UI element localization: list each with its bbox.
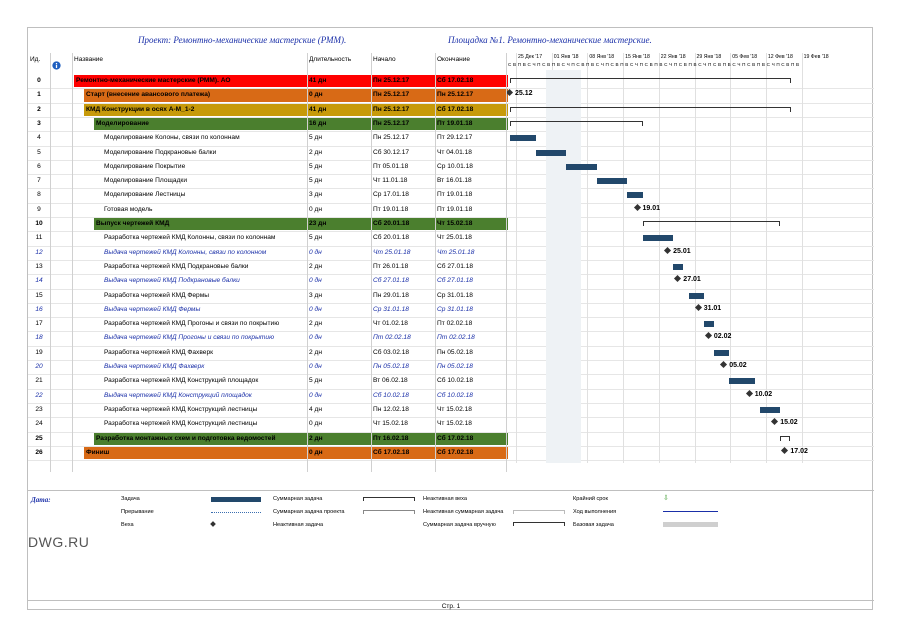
task-id-cell: 10 (35, 220, 43, 227)
task-duration-cell: 2 дн (309, 348, 322, 356)
milestone[interactable] (772, 419, 798, 426)
task-id-cell: 24 (35, 420, 43, 428)
task-bar[interactable] (536, 150, 567, 156)
task-name-cell: Выдача чертежей КМД Прогоны и связи по покрытию (104, 334, 275, 342)
column-separator (371, 53, 372, 472)
task-start-cell: Пн 05.02.18 (373, 363, 409, 370)
milestone[interactable] (782, 448, 808, 455)
task-bar[interactable] (510, 135, 536, 141)
task-id-cell: 4 (37, 134, 41, 142)
task-name-cell: Разработка чертежей КМД Прогоны и связи по покрытию (104, 320, 280, 328)
legend-task-label: Задача (121, 496, 140, 502)
task-end-cell: Сб 17.02.18 (437, 77, 474, 84)
task-name-cell: Моделирование (96, 119, 149, 127)
column-separator (506, 53, 507, 472)
task-row[interactable] (28, 174, 508, 188)
milestone-label: 19.01 (642, 204, 661, 212)
task-end-cell: Сб 10.02.18 (437, 377, 474, 385)
task-duration-cell: 16 дн (309, 119, 327, 127)
week-header: 08 Янв '18 (589, 54, 615, 60)
task-start-cell: Пт 02.02.18 (373, 334, 411, 342)
week-gridline (659, 53, 660, 463)
task-id-cell: 25 (35, 434, 43, 442)
task-start-cell: Сб 20.01.18 (373, 234, 410, 242)
task-duration-cell: 3 дн (309, 191, 322, 199)
milestone-diamond-icon (664, 247, 671, 254)
task-start-cell: Пн 25.12.17 (373, 134, 409, 142)
task-end-cell: Пн 05.02.18 (437, 348, 473, 356)
legend-baseline-swatch (663, 522, 718, 527)
milestone[interactable] (665, 248, 691, 255)
task-id-cell: 22 (35, 391, 43, 399)
milestone-diamond-icon (720, 361, 727, 368)
week-header: 01 Янв '18 (553, 54, 579, 60)
task-row[interactable] (28, 331, 508, 345)
milestone-diamond-icon (633, 204, 640, 211)
task-row[interactable] (28, 74, 508, 88)
task-duration-cell: 0 дн (309, 448, 323, 456)
task-end-cell: Чт 04.01.18 (437, 148, 472, 156)
legend-manual-summary-label: Суммарная задача вручную (423, 522, 496, 528)
legend-inactive-task-label: Неактивная задача (273, 522, 324, 528)
summary-bar[interactable] (510, 107, 791, 108)
task-bar[interactable] (704, 321, 714, 327)
task-end-cell: Сб 10.02.18 (437, 391, 473, 399)
task-duration-cell: 0 дн (309, 391, 322, 399)
task-duration-cell: 2 дн (309, 262, 322, 270)
task-id-cell: 1 (37, 91, 41, 99)
legend-split-label: Прерывание (121, 509, 154, 515)
task-id-cell: 23 (35, 405, 43, 413)
task-end-cell: Пт 02.02.18 (437, 334, 475, 342)
task-name-cell: Готовая модель (104, 205, 153, 213)
task-row[interactable] (28, 246, 508, 260)
week-header: 22 Янв '18 (660, 54, 686, 60)
task-name-cell: Разработка чертежей КМД Фермы (104, 291, 209, 299)
task-end-cell: Пт 19.01.18 (437, 119, 473, 127)
task-id-cell: 11 (35, 234, 43, 242)
task-name-cell: Выдача чертежей КМД Фахверк (104, 363, 205, 370)
task-id-cell: 8 (37, 191, 41, 199)
task-bar[interactable] (597, 178, 628, 184)
task-row[interactable] (28, 317, 508, 331)
milestone-label: 02.02 (713, 333, 732, 341)
milestone-diamond-icon (781, 447, 788, 454)
task-end-cell: Чт 15.02.18 (437, 405, 472, 413)
gantt-sheet (27, 27, 873, 610)
milestone-label: 25.12 (515, 90, 533, 98)
gantt-chart (506, 53, 874, 463)
task-duration-cell: 3 дн (309, 291, 322, 299)
task-duration-cell: 2 дн (309, 434, 323, 442)
task-name-cell: Моделирование Покрытие (104, 162, 186, 170)
milestone-label: 17.02 (790, 447, 808, 455)
task-start-cell: Пт 05.01.18 (373, 162, 409, 170)
legend-inactive-milestone-label: Неактивная веха (423, 496, 467, 502)
task-duration-cell: 2 дн (309, 320, 322, 328)
deadline-arrow-icon: ⇩ (663, 495, 669, 502)
task-start-cell: Пн 29.01.18 (373, 291, 409, 299)
legend (28, 490, 874, 611)
task-id-cell: 20 (35, 363, 43, 370)
milestone[interactable] (635, 205, 661, 212)
task-row[interactable] (28, 303, 508, 317)
summary-bar[interactable] (643, 221, 781, 222)
task-row[interactable] (28, 432, 508, 446)
task-end-cell: Сб 27.01.18 (437, 277, 473, 285)
milestone-label: 10.02 (754, 390, 773, 398)
week-header: 12 Фев '18 (767, 54, 793, 60)
task-duration-cell: 23 дн (309, 220, 327, 227)
legend-manual-summary-swatch (513, 522, 565, 526)
milestone-diamond-icon (746, 390, 753, 397)
task-start-cell: Пт 26.01.18 (373, 262, 409, 270)
task-id-cell: 13 (35, 262, 43, 270)
task-row[interactable] (28, 360, 508, 374)
task-bar[interactable] (673, 264, 683, 270)
task-duration-cell: 5 дн (309, 377, 322, 385)
task-row[interactable] (28, 103, 508, 117)
task-id-cell: 7 (37, 177, 41, 185)
legend-deadline-label: Крайний срок (573, 496, 608, 502)
milestone[interactable] (696, 305, 722, 312)
col-header-start[interactable]: Начало (373, 56, 396, 63)
task-bar[interactable] (566, 164, 597, 170)
task-duration-cell: 0 дн (309, 420, 322, 428)
holiday-shade (546, 70, 582, 463)
task-start-cell: Сб 03.02.18 (373, 348, 410, 356)
task-row[interactable] (28, 389, 508, 403)
task-name-cell: Финиш (86, 448, 110, 456)
task-duration-cell: 4 дн (309, 405, 322, 413)
task-row[interactable] (28, 231, 508, 245)
task-end-cell: Ср 31.01.18 (437, 305, 473, 313)
milestone-diamond-icon (695, 304, 702, 311)
task-id-cell: 17 (35, 320, 43, 328)
week-header: 29 Янв '18 (696, 54, 722, 60)
task-start-cell: Чт 25.01.18 (373, 248, 411, 256)
milestone-diamond-icon (506, 89, 513, 96)
task-start-cell: Чт 11.01.18 (373, 177, 408, 185)
task-id-cell: 5 (37, 148, 41, 156)
task-duration-cell: 41 дн (309, 105, 327, 113)
task-id-cell: 6 (37, 162, 41, 170)
task-id-cell: 2 (37, 105, 41, 113)
column-separator (435, 53, 436, 472)
task-name-cell: Моделирование Подкрановые балки (104, 148, 217, 156)
task-id-cell: 0 (37, 77, 41, 84)
task-id-cell: 15 (35, 291, 43, 299)
task-end-cell: Пн 05.02.18 (437, 363, 473, 370)
task-duration-cell: 5 дн (309, 234, 322, 242)
task-bar[interactable] (643, 235, 674, 241)
summary-bar[interactable] (780, 436, 790, 437)
task-id-cell: 12 (35, 248, 43, 256)
task-duration-cell: 0 дн (309, 248, 322, 256)
task-row[interactable] (28, 289, 508, 303)
task-start-cell: Сб 17.02.18 (373, 448, 410, 456)
task-id-cell: 18 (35, 334, 43, 342)
task-end-cell: Чт 25.01.18 (437, 248, 475, 256)
legend-inactive-summary-label: Неактивная суммарная задача (423, 509, 504, 515)
task-row[interactable] (28, 131, 508, 145)
task-name-cell: Разработка чертежей КМД Конструкций площадок (104, 377, 259, 385)
task-name-cell: Выдача чертежей КМД Подкрановые балки (104, 277, 240, 285)
task-name-cell: Выдача чертежей КМД Фермы (104, 305, 201, 313)
legend-project-summary-swatch (363, 510, 415, 514)
task-row[interactable] (28, 117, 508, 131)
task-row[interactable] (28, 217, 508, 231)
task-end-cell: Чт 25.01.18 (437, 234, 472, 242)
task-duration-cell: 41 дн (309, 77, 327, 84)
legend-progress-swatch (663, 511, 718, 512)
site-title: Площадка №1. Ремонтно-механические мастерские. (448, 35, 652, 45)
task-name-cell: Ремонтно-механические мастерские (РММ). АО (76, 77, 231, 84)
milestone-label: 27.01 (683, 276, 701, 284)
task-start-cell: Пн 25.12.17 (373, 77, 410, 84)
week-gridline (516, 53, 517, 463)
task-name-cell: Разработка чертежей КМД Фахверк (104, 348, 213, 356)
task-duration-cell: 0 дн (309, 334, 322, 342)
milestone-diamond-icon (674, 275, 681, 282)
milestone[interactable] (747, 391, 773, 398)
week-gridline (623, 53, 624, 463)
task-start-cell: Сб 30.12.17 (373, 148, 410, 156)
task-name-cell: Выпуск чертежей КМД (96, 220, 170, 227)
task-duration-cell: 5 дн (309, 162, 322, 170)
task-start-cell: Чт 01.02.18 (373, 320, 408, 328)
week-gridline (587, 53, 588, 463)
milestone-label: 05.02 (729, 362, 747, 369)
milestone-label: 25.01 (673, 247, 691, 255)
legend-task-swatch (211, 497, 261, 502)
task-start-cell: Чт 15.02.18 (373, 420, 408, 428)
legend-date-label: Дата: (31, 496, 51, 504)
task-start-cell: Ср 17.01.18 (373, 191, 409, 199)
task-name-cell: Разработка чертежей КМД Подкрановые балки (104, 262, 249, 270)
page-footer: Стр. 1 (28, 600, 874, 612)
col-header-end[interactable]: Окончание (437, 56, 471, 63)
milestone-label: 31.01 (703, 304, 722, 312)
column-separator (50, 53, 51, 472)
task-start-cell: Пт 16.02.18 (373, 434, 409, 442)
task-end-cell: Вт 16.01.18 (437, 177, 472, 185)
milestone[interactable] (706, 333, 732, 340)
legend-summary-swatch (363, 497, 415, 501)
task-name-cell: Разработка монтажных схем и подготовка ведомостей (96, 434, 276, 442)
task-row[interactable] (28, 188, 508, 202)
task-end-cell: Пт 19.01.18 (437, 205, 473, 213)
legend-progress-label: Ход выполнения (573, 509, 617, 515)
week-header: 05 Фев '18 (732, 54, 758, 60)
task-end-cell: Пт 19.01.18 (437, 191, 473, 199)
task-name-cell: Разработка чертежей КМД Конструкций лестницы (104, 405, 258, 413)
column-separator (72, 53, 73, 472)
task-start-cell: Пт 19.01.18 (373, 205, 409, 213)
task-id-cell: 9 (37, 205, 41, 213)
milestone[interactable] (721, 362, 747, 369)
task-end-cell: Ср 10.01.18 (437, 162, 473, 170)
task-id-cell: 3 (37, 119, 41, 127)
task-end-cell: Чт 15.02.18 (437, 420, 472, 428)
col-header-id[interactable]: Ид. (30, 56, 41, 63)
legend-milestone-icon (210, 521, 216, 527)
task-end-cell: Ср 31.01.18 (437, 291, 473, 299)
task-start-cell: Сб 20.01.18 (373, 220, 410, 227)
summary-bar[interactable] (510, 78, 791, 79)
task-row[interactable] (28, 146, 508, 160)
milestone-label: 15.02 (780, 419, 798, 427)
task-row[interactable] (28, 160, 508, 174)
task-start-cell: Вт 06.02.18 (373, 377, 408, 385)
task-end-cell: Пт 29.12.17 (437, 134, 473, 142)
week-gridline (730, 53, 731, 463)
milestone-diamond-icon (771, 418, 778, 425)
task-start-cell: Ср 31.01.18 (373, 305, 409, 313)
week-header: 15 Янв '18 (625, 54, 650, 60)
task-id-cell: 26 (35, 448, 43, 456)
week-gridline (802, 53, 803, 463)
task-start-cell: Пн 25.12.17 (373, 105, 410, 113)
task-duration-cell: 5 дн (309, 177, 322, 185)
task-end-cell: Сб 17.02.18 (437, 448, 474, 456)
legend-project-summary-label: Суммарная задача проекта (273, 509, 345, 515)
legend-split-swatch (211, 512, 261, 513)
col-header-duration[interactable]: Длительность (309, 56, 352, 63)
milestone[interactable] (675, 276, 701, 283)
task-start-cell: Пн 25.12.17 (373, 119, 410, 127)
week-gridline (766, 53, 767, 463)
task-start-cell: Пн 12.02.18 (373, 405, 409, 413)
task-end-cell: Пн 25.12.17 (437, 91, 474, 99)
col-header-name[interactable]: Название (74, 56, 104, 63)
task-id-cell: 16 (35, 305, 43, 313)
week-gridline (695, 53, 696, 463)
task-row[interactable] (28, 417, 508, 431)
task-row[interactable] (28, 203, 508, 217)
day-scale: С В П В С Ч П С В П В С Ч П С В П В С Ч П С В П В С Ч П С В П В С Ч П С В П В С Ч П С В П В С Ч П С В П В С Ч П С В П В (508, 62, 800, 67)
task-duration-cell: 5 дн (309, 134, 322, 142)
task-start-cell: Сб 10.02.18 (373, 391, 409, 399)
task-end-cell: Пт 02.02.18 (437, 320, 473, 328)
task-start-cell: Сб 27.01.18 (373, 277, 409, 285)
task-name-cell: Моделирование Колоны, связи по колоннам (104, 134, 240, 142)
task-bar[interactable] (689, 293, 704, 299)
task-row[interactable] (28, 374, 508, 388)
week-header: 19 Фев '18 (803, 54, 829, 60)
task-name-cell: Моделирование Площадки (104, 177, 188, 185)
legend-summary-label: Суммарная задача (273, 496, 323, 502)
task-end-cell: Сб 27.01.18 (437, 262, 474, 270)
task-start-cell: Пн 25.12.17 (373, 91, 410, 99)
column-separator (307, 53, 308, 472)
task-end-cell: Чт 15.02.18 (437, 220, 473, 227)
task-duration-cell: 0 дн (309, 277, 322, 285)
task-duration-cell: 2 дн (309, 148, 322, 156)
task-row[interactable] (28, 446, 508, 460)
task-name-cell: Выдача чертежей КМД Конструкций площадок (104, 391, 252, 399)
task-duration-cell: 0 дн (309, 305, 322, 313)
task-row[interactable] (28, 260, 508, 274)
task-row[interactable] (28, 274, 508, 288)
task-name-cell: Разработка чертежей КМД Колонны, связи по колоннам (104, 234, 276, 242)
task-id-cell: 14 (35, 277, 43, 285)
legend-inactive-summary-swatch (513, 510, 565, 514)
task-name-cell: Старт (внесение авансового платежа) (86, 91, 211, 99)
watermark-logo: DWG.RU (28, 534, 90, 550)
sheet-header (28, 28, 872, 52)
task-row[interactable] (28, 346, 508, 360)
task-name-cell: Разработка чертежей КМД Конструкций лестницы (104, 420, 258, 428)
task-end-cell: Сб 17.02.18 (437, 434, 474, 442)
task-name-cell: КМД Конструкции в осях А-М_1-2 (86, 105, 195, 113)
week-header: 25 Дек '17 (518, 54, 543, 60)
task-row[interactable] (28, 403, 508, 417)
project-title: Проект: Ремонтно-механические мастерские (РММ). (138, 35, 347, 45)
task-id-cell: 21 (35, 377, 43, 385)
task-duration-cell: 0 дн (309, 205, 322, 213)
task-end-cell: Сб 17.02.18 (437, 105, 474, 113)
task-duration-cell: 0 дн (309, 363, 322, 370)
task-id-cell: 19 (35, 348, 43, 356)
legend-baseline-label: Базовая задача (573, 522, 614, 528)
task-bar[interactable] (760, 407, 780, 413)
task-bar[interactable] (714, 350, 729, 356)
summary-bar[interactable] (510, 121, 643, 122)
task-bar[interactable] (729, 378, 755, 384)
task-row[interactable] (28, 88, 508, 102)
task-name-cell: Моделирование Лестницы (104, 191, 186, 199)
legend-milestone-label: Веха (121, 522, 134, 528)
task-duration-cell: 0 дн (309, 91, 323, 99)
task-bar[interactable] (627, 192, 642, 198)
task-name-cell: Выдача чертежей КМД Колонны, связи по колонном (104, 248, 267, 256)
milestone-diamond-icon (705, 332, 712, 339)
milestone[interactable] (507, 90, 533, 97)
